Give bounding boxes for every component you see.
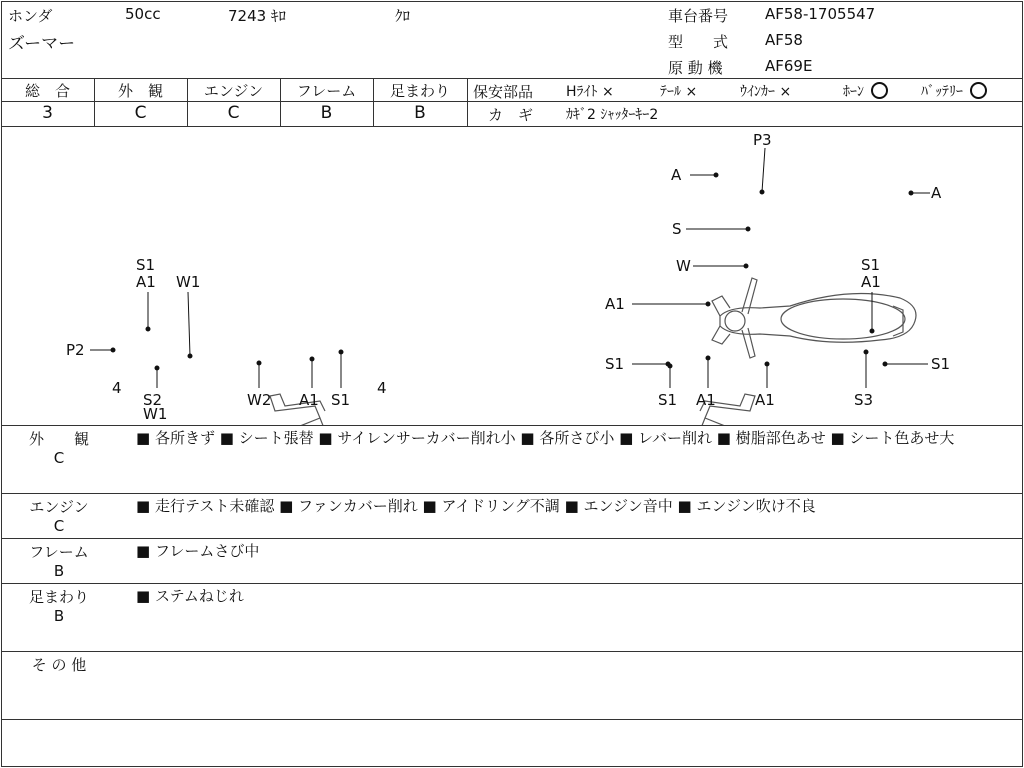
key-label: カ ギ — [488, 106, 534, 124]
label-s-top: S — [672, 220, 682, 238]
type-value: AF58 — [765, 31, 803, 49]
label-p3: P3 — [753, 131, 772, 149]
label-a1-right-bottom2: A1 — [755, 391, 775, 409]
circle-ok-icon — [871, 82, 888, 99]
label-4-right: 4 — [377, 379, 387, 397]
engine-grade-label: エンジン — [203, 82, 264, 100]
label-p2: P2 — [66, 341, 85, 359]
remark-exterior-grade: C — [53, 449, 65, 467]
label-a1-right-top: A1 — [861, 273, 881, 291]
model-name: ズーマー — [8, 34, 76, 54]
mileage: 7243 ｷﾛ — [228, 7, 286, 25]
scooter-diagram — [0, 126, 1024, 426]
safety-label: 保安部品 — [473, 83, 534, 101]
label-w1-left-top: W1 — [176, 273, 201, 291]
horn-status: ﾎｰﾝ — [843, 81, 888, 101]
label-a1-left-top: A1 — [136, 273, 156, 291]
scooter-top-view — [712, 278, 916, 358]
frame-no: AF58-1705547 — [765, 5, 876, 23]
label-w-right: W — [676, 257, 691, 275]
type-label: 型 式 — [668, 33, 729, 51]
label-a1-left-bottom: A1 — [299, 391, 319, 409]
engine-grade: C — [227, 103, 240, 123]
overall-grade: 3 — [42, 103, 53, 123]
remark-suspension-label: 足まわり — [28, 588, 89, 606]
label-w1-left-bottom: W1 — [143, 405, 168, 423]
engine-value: AF69E — [765, 57, 813, 75]
label-w2: W2 — [247, 391, 272, 409]
remark-engine-grade: C — [53, 517, 65, 535]
scooter-right-view — [644, 394, 920, 426]
remark-exterior-text: ■ 各所きず ■ シート張替 ■ サイレンサーカバー削れ小 ■ 各所さび小 ■ レバー削れ ■ 樹脂部色あせ ■ シート色あせ大 — [136, 429, 955, 447]
engine-label: 原 動 機 — [668, 59, 723, 77]
remark-engine-text: ■ 走行テスト未確認 ■ ファンカバー削れ ■ アイドリング不調 ■ エンジン音中 ■ エンジン吹け不良 — [136, 497, 816, 515]
label-a-top-left: A — [671, 166, 682, 184]
label-s1-right-left: S1 — [605, 355, 625, 373]
label-s1-left-top: S1 — [136, 256, 156, 274]
color: ｸﾛ — [395, 7, 411, 25]
label-4-left: 4 — [112, 379, 122, 397]
battery-status: ﾊﾞｯﾃﾘｰ — [921, 81, 987, 101]
remark-exterior-label: 外 観 — [28, 430, 89, 448]
remark-frame-text: ■ フレームさび中 — [136, 542, 260, 560]
frame-grade: B — [320, 103, 333, 123]
label-s1-left-bottom: S1 — [331, 391, 351, 409]
maker: ホンダ — [8, 7, 53, 25]
remark-engine-label: エンジン — [29, 498, 89, 516]
displacement: 50cc — [125, 5, 161, 23]
remark-suspension-text: ■ ステムねじれ — [136, 587, 244, 605]
suspension-grade: B — [414, 103, 426, 123]
winker-status: ｳｲﾝｶｰ × — [740, 84, 792, 100]
label-a1-right-bottom1: A1 — [696, 391, 716, 409]
remark-other-label: そ の 他 — [31, 656, 87, 674]
headlight-status: Hﾗｲﾄ × — [566, 84, 614, 100]
frame-no-label: 車台番号 — [668, 7, 729, 25]
label-a1-right-left: A1 — [605, 295, 625, 313]
label-s1-right-right: S1 — [931, 355, 951, 373]
exterior-label: 外 観 — [117, 82, 163, 100]
remark-frame-label: フレーム — [29, 543, 89, 561]
key-value: ｶｷﾞ2 ｼｬｯﾀｰｷｰ2 — [566, 107, 659, 123]
frame-grade-label: フレーム — [296, 82, 357, 100]
exterior-grade: C — [134, 103, 147, 123]
circle-ok-icon — [970, 82, 987, 99]
label-s1-right-top: S1 — [861, 256, 881, 274]
tail-status: ﾃｰﾙ × — [660, 84, 698, 100]
label-s3: S3 — [854, 391, 874, 409]
label-s2: S2 — [143, 391, 163, 409]
label-s1-right-bottom: S1 — [658, 391, 678, 409]
overall-label: 総 合 — [24, 82, 70, 100]
remark-suspension-grade: B — [53, 607, 65, 625]
label-a-top-right: A — [931, 184, 942, 202]
remark-frame-grade: B — [53, 562, 65, 580]
suspension-grade-label: 足まわり — [389, 82, 450, 100]
